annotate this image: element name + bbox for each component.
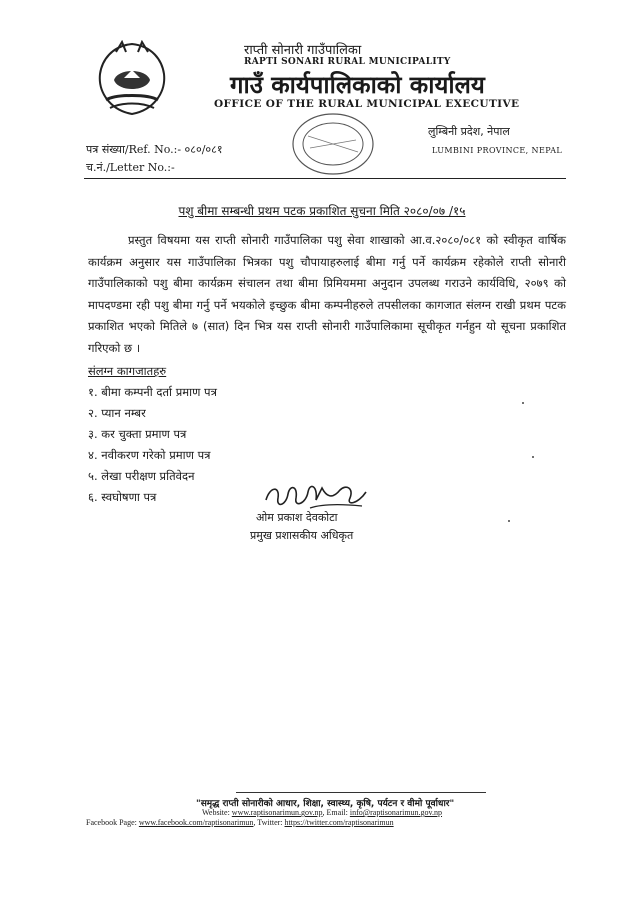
nepal-emblem-icon xyxy=(92,40,172,118)
notice-body: प्रस्तुत विषयमा यस राप्ती सोनारी गाउँपालिका पशु सेवा शाखाको आ.व.२०८०/०८१ को स्वीकृत वार्षिक कार्यक्रम अनुसार यस गाउँपालिका भित्रका पशु चौपायाहरुलाई बीमा गर्नु पर्ने कार्यक्रम रहेकोले राप्ती सोनारी गाउँपालिकाको पशु बीमा कार्यक्रम संचालन तथा बीमा प्रिमियममा अनुदान उपलब्ध गराउने कार्यविधि, २०७९ को मापदण्डमा रही पशु बीमा गर्नु पर्ने भयकोले इच्छुक बीमा कम्पनीहरुले तपसीलका कागजात संलग्न राखी प्रथम पटक प्रकाशित भएको मितिले ७ (सात) दिन भित्र यस राप्ती सोनारी गाउँपालिकामा सूचीकृत गर्नहुन यो सूचना प्रकाशित गरिएको छ । xyxy=(88,233,566,355)
attachments-list xyxy=(88,382,217,508)
signature-icon xyxy=(262,478,372,512)
province-english: LUMBINI PROVINCE, NEPAL xyxy=(432,146,563,155)
website-label: Website: xyxy=(202,808,232,817)
municipality-name-nepali: राप्ती सोनारी गाउँपालिका xyxy=(244,43,362,58)
email-label: , Email: xyxy=(322,808,350,817)
footer-slogan: "समृद्ध राप्ती सोनारीको आधार, शिक्षा, स्वास्थ्य, कृषि, पर्यटन र वीमो पूर्वाधार" xyxy=(196,799,455,809)
attachments-heading: संलग्न कागजातहरु xyxy=(88,364,167,378)
province-nepali: लुम्बिनी प्रदेश, नेपाल xyxy=(428,125,510,138)
attachment-item: ४. नवीकरण गरेको प्रमाण पत्र xyxy=(88,448,211,462)
attachment-item: ६. स्वघोषणा पत्र xyxy=(88,490,157,504)
letter-number: च.नं./Letter No.:- xyxy=(86,161,175,174)
footer-social-line xyxy=(86,818,394,827)
speck xyxy=(508,520,510,522)
speck xyxy=(522,402,524,404)
speck xyxy=(532,456,534,458)
signatory-title: प्रमुख प्रशासकीय अधिकृत xyxy=(250,529,354,542)
attachment-item: १. बीमा कम्पनी दर्ता प्रमाण पत्र xyxy=(88,385,217,399)
footer-contact-line xyxy=(202,808,442,817)
twitter-label: , Twitter: xyxy=(253,818,285,827)
attachment-item: ५. लेखा परीक्षण प्रतिवेदन xyxy=(88,469,195,483)
office-stamp-icon xyxy=(278,106,388,182)
email-link[interactable]: info@raptisonarimun.gov.np xyxy=(349,808,443,817)
signatory-name: ओम प्रकाश देवकोटा xyxy=(256,511,338,524)
municipality-name-english: RAPTI SONARI RURAL MUNICIPALITY xyxy=(244,57,451,67)
notice-subject xyxy=(0,202,644,219)
attachment-item: २. प्यान नम्बर xyxy=(88,406,146,420)
notice-subject-text: पशु बीमा सम्बन्धी प्रथम पटक प्रकाशित सुचना मिति २०८०/०७ /१५ xyxy=(178,204,466,218)
website-link[interactable]: www.raptisonarimun.gov.np xyxy=(231,808,323,817)
facebook-label: Facebook Page: xyxy=(86,818,139,827)
twitter-link[interactable]: https://twitter.com/raptisonarimun xyxy=(284,818,394,827)
office-title-nepali: गाउँ कार्यपालिकाको कार्यालय xyxy=(230,71,485,99)
attachment-item: ३. कर चुक्ता प्रमाण पत्र xyxy=(88,427,187,441)
facebook-link[interactable]: www.facebook.com/raptisonarimun xyxy=(138,818,254,827)
office-title-english: OFFICE OF THE RURAL MUNICIPAL EXECUTIVE xyxy=(214,98,520,110)
header-divider xyxy=(84,178,566,179)
reference-number: पत्र संख्या/Ref. No.:- ०८०/०८१ xyxy=(86,143,223,156)
footer-divider xyxy=(236,792,486,793)
